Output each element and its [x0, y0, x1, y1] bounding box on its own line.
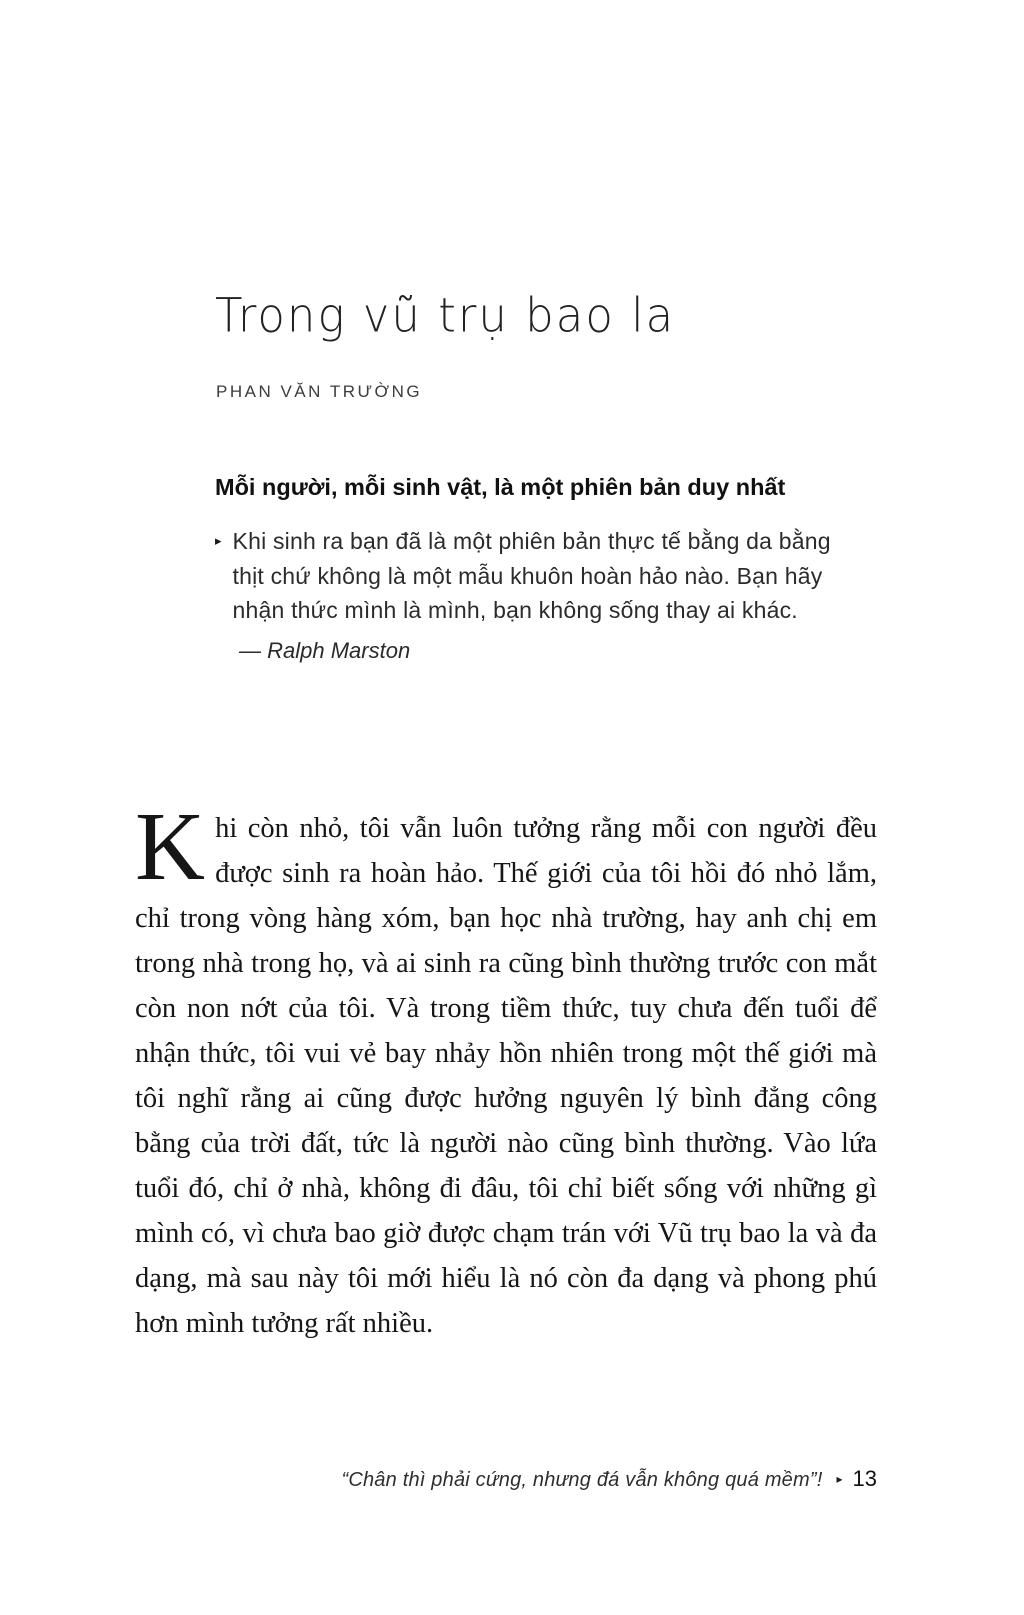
epigraph-text: Khi sinh ra bạn đã là một phiên bản thực tế bằng da bằng thịt chứ không là một mẫu khuôn hoàn hảo nào. Bạn hãy nhận thức mình là mình, bạn không sống thay ai khác.	[232, 528, 831, 623]
body-paragraph	[135, 793, 877, 1346]
drop-cap: K	[135, 793, 206, 900]
footer-triangle-icon: ▸	[836, 1472, 843, 1486]
page-title: Trong vũ trụ bao la	[215, 288, 676, 344]
epigraph-block	[215, 524, 865, 664]
page-footer	[135, 1466, 877, 1492]
author-byline: PHAN VĂN TRƯỜNG	[216, 382, 423, 401]
running-title: “Chân thì phải cứng, nhưng đá vẫn không quá mềm”!	[341, 1469, 823, 1491]
section-heading: Mỗi người, mỗi sinh vật, là một phiên bản duy nhất	[215, 474, 786, 500]
page-number: 13	[852, 1466, 877, 1491]
bullet-triangle-icon: ▸	[215, 534, 222, 549]
body-text: hi còn nhỏ, tôi vẫn luôn tưởng rằng mỗi con người đều được sinh ra hoàn hảo. Thế giới của tôi hồi đó nhỏ lắm, chỉ trong vòng hàng xóm, bạn học nhà trường, hay anh chị em trong nhà trong họ, và ai sinh ra cũng bình thường trước con mắt còn non nớt của tôi. Và trong tiềm thức, tuy chưa đến tuổi để nhận thức, tôi vui vẻ bay nhảy hồn nhiên trong một thế giới mà tôi nghĩ rằng ai cũng được hưởng nguyên lý bình đẳng công bằng của trời đất, tức là người nào cũng bình thường. Vào lứa tuổi đó, chỉ ở nhà, không đi đâu, tôi chỉ biết sống với những gì mình có, vì chưa bao giờ được chạm trán với Vũ trụ bao la và đa dạng, mà sau này tôi mới hiểu là nó còn đa dạng và phong phú hơn mình tưởng rất nhiều.	[135, 813, 877, 1339]
epigraph-attribution: — Ralph Marston	[239, 637, 411, 663]
